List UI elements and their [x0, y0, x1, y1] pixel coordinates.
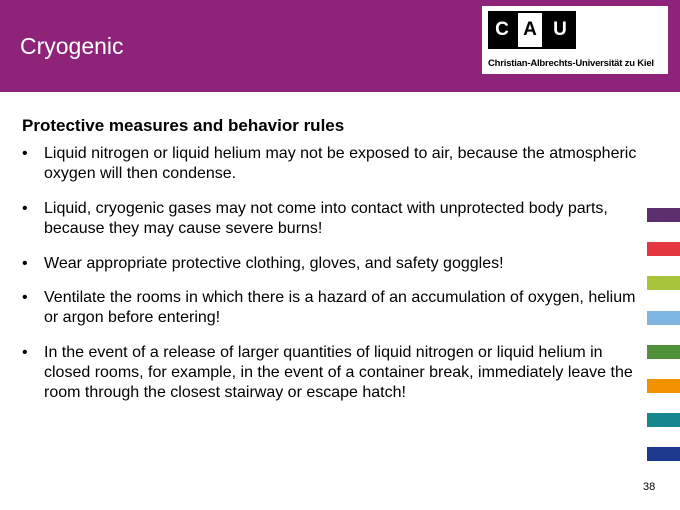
- university-logo: [482, 6, 668, 74]
- color-bar: [647, 208, 680, 222]
- bullet-icon: •: [22, 289, 28, 306]
- bullet-item: [22, 288, 642, 328]
- slide-title: Cryogenic: [20, 33, 124, 59]
- color-bar: [647, 311, 680, 325]
- logo-subtitle: Christian-Albrechts-Universität zu Kiel: [488, 58, 654, 69]
- color-bar: [647, 242, 680, 256]
- bullet-item: [22, 199, 642, 239]
- color-bar: [647, 447, 680, 461]
- color-bar: [647, 276, 680, 290]
- bullet-icon: •: [22, 344, 28, 361]
- bullet-text: Liquid, cryogenic gases may not come into contact with unprotected body parts, because they may cause severe burns!: [44, 200, 608, 237]
- logo-letter-c: C: [495, 19, 509, 40]
- bullet-item: [22, 144, 642, 184]
- color-bar: [647, 413, 680, 427]
- bullet-text: Liquid nitrogen or liquid helium may not be exposed to air, because the atmospheric oxygen will then condense.: [44, 145, 637, 182]
- bullet-icon: •: [22, 255, 28, 272]
- bullet-icon: •: [22, 145, 28, 162]
- header-bar: [0, 0, 680, 92]
- bullet-icon: •: [22, 200, 28, 217]
- page-number: 38: [643, 481, 656, 493]
- bullet-item: [22, 254, 642, 274]
- color-bar: [647, 379, 680, 393]
- cau-logo-mark: [488, 11, 576, 49]
- bullet-text: In the event of a release of larger quantities of liquid nitrogen or liquid helium in closed rooms, for example, in the event of a container break, immediately leave the room through the closest stairway or escape hatch!: [44, 344, 633, 401]
- bullet-text: Ventilate the rooms in which there is a hazard of an accumulation of oxygen, helium or argon before entering!: [44, 289, 636, 326]
- logo-letter-u: U: [553, 19, 567, 40]
- color-bar: [647, 345, 680, 359]
- bullet-text: Wear appropriate protective clothing, gloves, and safety goggles!: [44, 255, 504, 272]
- logo-letter-a: A: [518, 13, 542, 47]
- bullet-item: [22, 343, 642, 403]
- section-title: Protective measures and behavior rules: [22, 116, 345, 135]
